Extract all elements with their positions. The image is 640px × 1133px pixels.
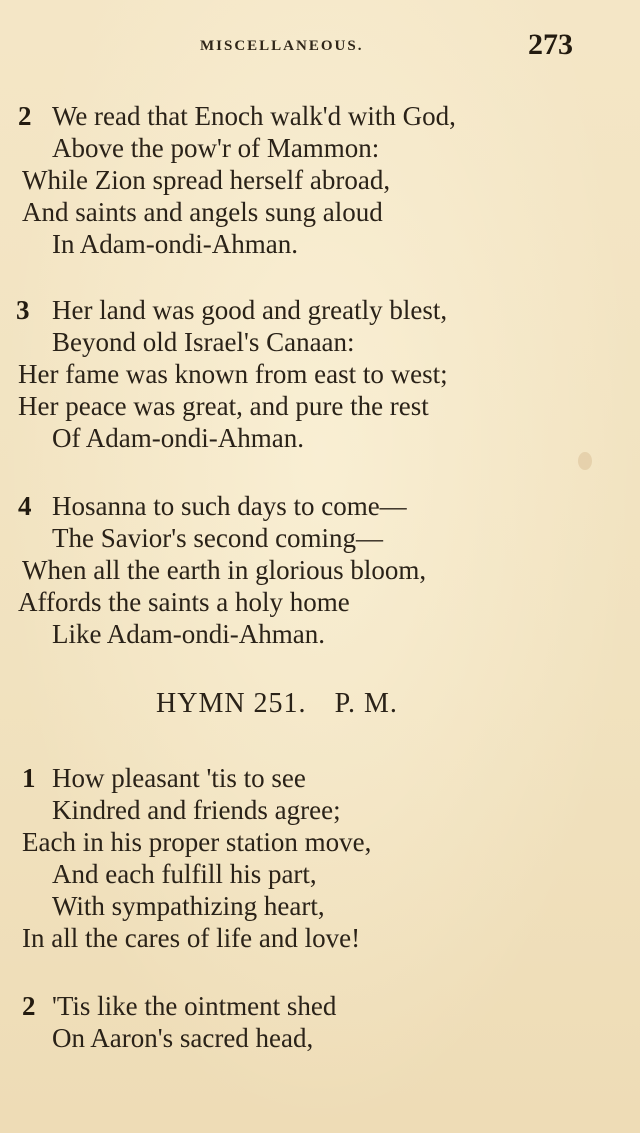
verse-line: When all the earth in glorious bloom, [22, 555, 427, 585]
stanza-number: 2 [18, 101, 32, 131]
stanza-number: 4 [18, 491, 32, 521]
paper-stain [578, 452, 592, 470]
verse-line: Her peace was great, and pure the rest [18, 391, 429, 421]
verse-line: Kindred and friends agree; [52, 795, 341, 825]
verse-line: Like Adam-ondi-Ahman. [52, 619, 325, 649]
verse-line: In all the cares of life and love! [22, 923, 361, 953]
verse-line: Above the pow'r of Mammon: [52, 133, 380, 163]
verse-line: Her fame was known from east to west; [18, 359, 448, 389]
verse-line: 'Tis like the ointment shed [52, 991, 337, 1021]
stanza-number: 1 [22, 763, 36, 793]
verse-line: While Zion spread herself abroad, [22, 165, 391, 195]
verse-line: In Adam-ondi-Ahman. [52, 229, 298, 259]
hymn-title [156, 688, 426, 720]
verse-line: With sympathizing heart, [52, 891, 325, 921]
verse-line: Her land was good and greatly blest, [52, 295, 448, 325]
verse-line: The Savior's second coming— [52, 523, 384, 553]
verse-line: Hosanna to such days to come— [52, 491, 407, 521]
running-head: MISCELLANEOUS. [200, 38, 364, 54]
page-header [0, 28, 640, 68]
verse-line: Affords the saints a holy home [18, 587, 350, 617]
verse-line: And saints and angels sung aloud [22, 197, 383, 227]
verse-line: We read that Enoch walk'd with God, [52, 101, 456, 131]
stanza-number: 3 [16, 295, 30, 325]
verse-line: Each in his proper station move, [22, 827, 372, 857]
verse-line: And each fulfill his part, [52, 859, 317, 889]
verse-line: On Aaron's sacred head, [52, 1023, 314, 1053]
stanza-number: 2 [22, 991, 36, 1021]
page-number: 273 [528, 28, 573, 61]
verse-line: Of Adam-ondi-Ahman. [52, 423, 304, 453]
hymn-number: HYMN 251. [156, 688, 307, 719]
verse-line: Beyond old Israel's Canaan: [52, 327, 355, 357]
verse-line: How pleasant 'tis to see [52, 763, 306, 793]
hymn-meter: P. M. [334, 688, 398, 719]
